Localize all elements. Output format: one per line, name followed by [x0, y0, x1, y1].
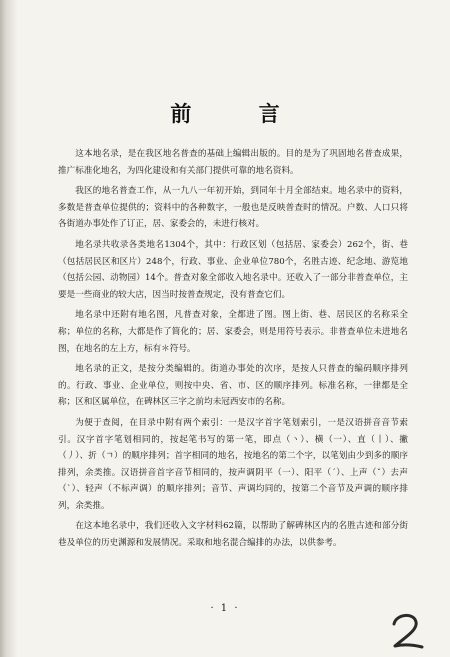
- paragraph-contents-count: 地名录共收录各类地名1304个，其中：行政区划（包括居、家委会）262个，街、巷（包括居民区和区片）248个，行政、事业、企业单位780个，名胜古迹、纪念地、游览地（包括公园、动物园）14个。普查对象全部收入地名录中。还收入了一部分非普查单位，主要是一些商业的较大店，因当时按普查规定，没有普查它们。: [58, 239, 408, 300]
- paragraph-intro: 这本地名录，是在我区地名普查的基础上编辑出版的。目的是为了巩固地名普查成果，推广标准化地名，为四化建设和有关部门提供可靠的地名资料。: [58, 149, 408, 176]
- handwritten-number-mark: [388, 610, 426, 652]
- paragraph-map: 地名录中还附有地名图，凡普查对象，全都进了图。图上街、巷、居民区的名称采全称；单位的名称，大都是作了简化的；居、家委会，则是用符号表示。非普查单位未进地名图，在地名的左上方，标有＊符号。: [58, 310, 408, 354]
- paragraph-index: 为便于查阅，在目录中附有两个索引：一是汉字首字笔划索引，一是汉语拼音音节索引。汉字首字笔划相同的，按起笔书写的第一笔，即点（丶）、横（一）、直（丨）、撇（丿）、折（ㄱ）的顺序排列；首字相同的地名，按地名的第二个字，以笔划由少到多的顺序排列，余类推。汉语拼音首字音节相同的，按声调阴平（一）、阳平（ˊ）、上声（ˇ）去声（ˋ）、轻声（不标声调）的顺序排列；音节、声调均同的，按第二个音节及声调的顺序排列，余类推。: [58, 417, 408, 511]
- paragraph-classification: 地名录的正文，是按分类编辑的。街道办事处的次序，是按人只普查的编码顺序排列的。行政、事业、企业单位，则按中央、省、市、区的顺序排列。标准名称，一律都是全称；区和区属单位，在碑林区三字之前均未冠西安市的名称。: [58, 364, 408, 408]
- page-number: · 1 ·: [210, 603, 240, 614]
- paragraph-survey-work: 我区的地名普查工作，从一九八一年初开始，到同年十月全部结束。地名录中的资料，多数是普查单位提供的；资料中的各种数字，一般也是反映普查时的情况。户数、人口只将各街道办事处作了订正，居、家委会的，未进行核对。: [58, 186, 408, 230]
- paragraph-materials: 在这本地名录中，我们还收入文字材料62篇，以帮助了解碑林区内的名胜古迹和部分街巷及单位的历史渊源和发展情况。采取和地名混合编排的办法，以供参考。: [58, 521, 408, 549]
- page-title: 前 言: [170, 101, 310, 126]
- body-text: [58, 146, 408, 552]
